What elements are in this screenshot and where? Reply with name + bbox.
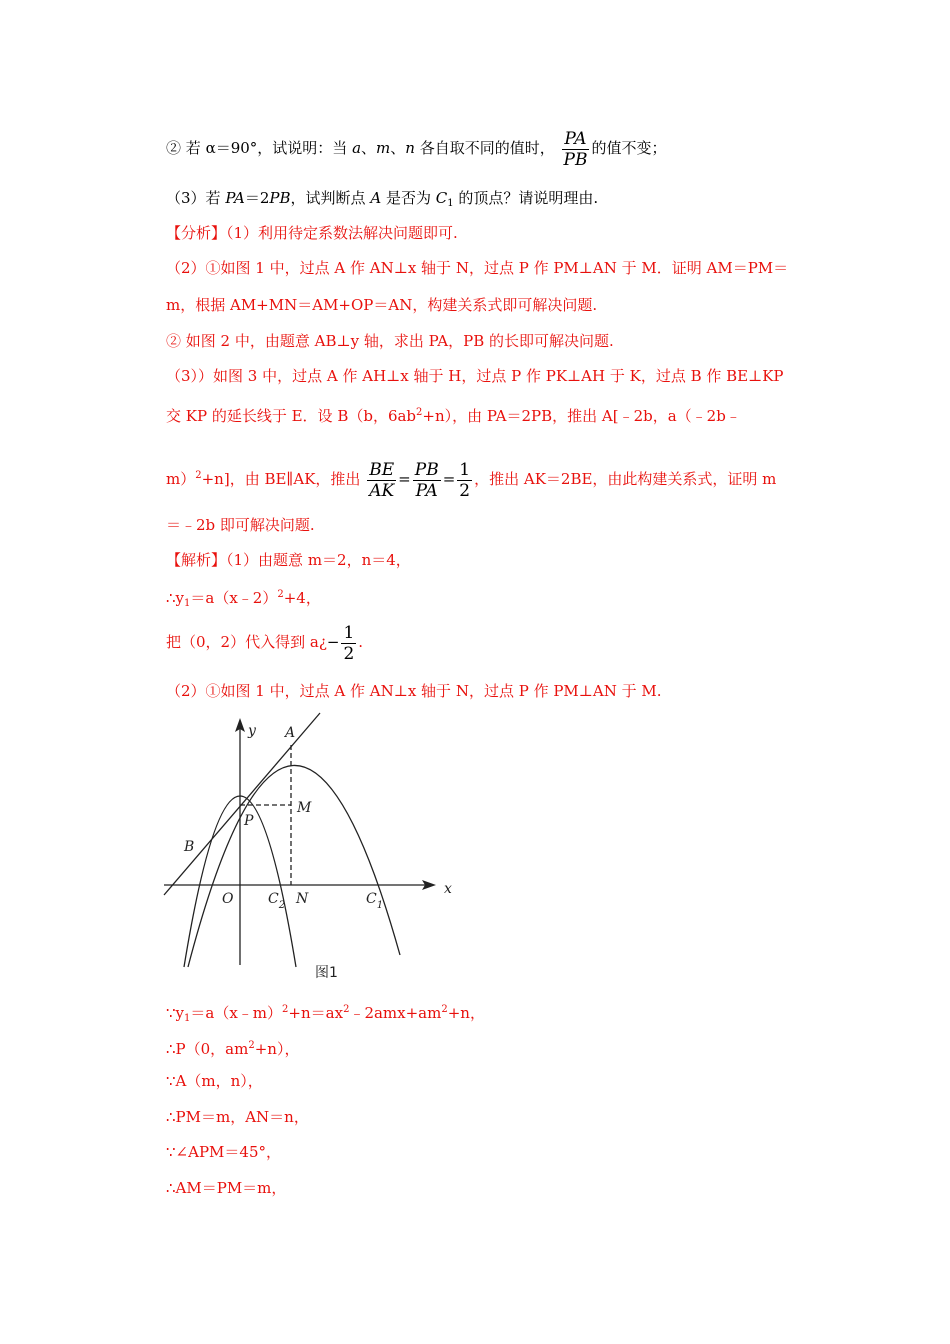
- solution-text: （1）由题意 m＝2，n＝4，: [226, 551, 411, 569]
- question-3: [166, 188, 598, 214]
- solution-text: ∴PM＝m，AN＝n，: [166, 1108, 309, 1126]
- solution-text: ∴y: [166, 589, 185, 607]
- var-n: n: [405, 139, 415, 157]
- fraction-one-half: [341, 623, 356, 664]
- label-o: O: [222, 891, 234, 907]
- subscript: 1: [447, 198, 454, 209]
- label-m: M: [297, 800, 312, 816]
- superscript: 2: [441, 1004, 448, 1015]
- subscript: 1: [184, 598, 191, 609]
- fraction-numerator: 1: [343, 622, 355, 643]
- analysis-text: +n），由 PA＝2PB，推出 A[﹣2b，a（﹣2b﹣: [422, 407, 741, 425]
- fraction-numerator: BE: [367, 460, 396, 481]
- var-pb: PB: [269, 189, 291, 207]
- superscript: 2: [248, 1040, 255, 1051]
- solution-text: ¿: [318, 633, 327, 651]
- solution-text: ∵y: [166, 1004, 185, 1022]
- solution-line-1: [166, 550, 411, 570]
- figure-caption: 图1: [315, 965, 338, 981]
- fraction-one-half: [457, 460, 472, 501]
- parabola-diagram: [160, 705, 460, 990]
- superscript: 2: [277, 589, 284, 600]
- fraction-denominator: 2: [343, 643, 355, 664]
- circled-marker: ②: [166, 139, 182, 157]
- solution-text: .: [358, 633, 364, 651]
- label-a: A: [285, 725, 296, 741]
- solution-text: +n，: [447, 1004, 485, 1022]
- superscript: 2: [282, 1004, 289, 1015]
- var-a-point: A: [370, 189, 382, 207]
- label-c1: $C_1$: [366, 891, 384, 911]
- label-p: P: [244, 813, 254, 829]
- analysis-line-6: [166, 403, 741, 426]
- question-text: 的值不变；: [591, 139, 667, 157]
- var-m: m: [376, 139, 391, 157]
- analysis-text: （1）利用待定系数法解决问题即可.: [226, 224, 458, 242]
- separator: 、: [361, 139, 377, 157]
- solution-text: ∵∠APM＝45°，: [166, 1143, 281, 1161]
- fraction-numerator: 1: [459, 459, 471, 480]
- var-pa: PA: [225, 189, 245, 207]
- analysis-line-5: [166, 366, 784, 386]
- question-text: （3）若: [166, 189, 226, 207]
- analysis-text: 交 KP 的延长线于 E．设 B（b，6ab: [166, 407, 417, 425]
- solution-text: +4，: [283, 589, 321, 607]
- var-c: C: [435, 189, 448, 207]
- question-text: 若 α＝90°，试说明：当: [185, 139, 353, 157]
- analysis-line-3: [166, 295, 597, 315]
- question-text: ，试判断点: [290, 189, 371, 207]
- analysis-text: （3））如图 3 中，过点 A 作 AH⊥x 轴于 H，过点 P 作 PK⊥AH 于 K，过点 B 作 BE⊥KP: [166, 367, 784, 385]
- label-n: N: [296, 891, 309, 907]
- solution-text: 把（0，2）代入得到 a: [166, 633, 319, 651]
- question-text: ＝2: [244, 189, 270, 207]
- analysis-text: +n]，由 BE∥AK，推出: [201, 470, 361, 488]
- var-a: a: [352, 139, 362, 157]
- fraction-numerator: PB: [414, 459, 439, 480]
- fraction-denominator: 2: [459, 480, 471, 501]
- solution-text: ∴AM＝PM＝m，: [166, 1179, 287, 1197]
- fraction-numerator: PA: [562, 129, 590, 150]
- equals-sign: =: [442, 470, 456, 488]
- analysis-text: ＝﹣2b 即可解决问题.: [166, 516, 315, 534]
- superscript: 2: [416, 407, 423, 418]
- solution-line-4: [166, 681, 662, 701]
- solution-line-2: [166, 585, 321, 614]
- solution-tag: 【解析】: [166, 551, 227, 569]
- solution-step-3: [166, 1071, 263, 1091]
- question-2-part-2: [166, 128, 666, 170]
- fraction-pb-pa: [413, 460, 441, 501]
- parabola-c1: [188, 765, 400, 967]
- label-b: B: [184, 839, 195, 855]
- solution-text: ＝a（x﹣2）: [190, 589, 278, 607]
- solution-text: ∴P（0，am: [166, 1040, 249, 1058]
- solution-text: ＝a（x﹣m）: [190, 1004, 283, 1022]
- analysis-line-2: [166, 258, 788, 278]
- figure-1: [160, 705, 460, 990]
- question-text: 是否为: [381, 189, 436, 207]
- analysis-line-1: [166, 223, 458, 243]
- solution-text: （2）①如图 1 中，过点 A 作 AN⊥x 轴于 N，过点 P 作 PM⊥AN 于 M.: [166, 682, 662, 700]
- solution-step-1: [166, 1000, 485, 1029]
- solution-text: ∵A（m，n），: [166, 1072, 263, 1090]
- analysis-text: m，根据 AM+MN＝AM+OP＝AN，构建关系式即可解决问题.: [166, 296, 598, 314]
- label-c2: $C_2$: [268, 891, 286, 911]
- solution-step-4: [166, 1107, 309, 1127]
- minus-sign: −: [326, 633, 340, 651]
- solution-step-2: [166, 1036, 299, 1059]
- fraction-denominator: AK: [369, 480, 395, 501]
- solution-step-5: [166, 1142, 281, 1162]
- solution-step-6: [166, 1178, 286, 1198]
- superscript: 2: [343, 1004, 350, 1015]
- superscript: 2: [195, 470, 202, 481]
- analysis-text: ② 如图 2 中，由题意 AB⊥y 轴，求出 PA，PB 的长即可解决问题.: [166, 332, 614, 350]
- fraction-pa-pb: [562, 129, 590, 170]
- analysis-text: m）: [166, 470, 196, 488]
- analysis-text: ，推出 AK＝2BE，由此构建关系式，证明 m: [474, 470, 777, 488]
- analysis-line-7: [166, 454, 776, 501]
- analysis-text: （2）①如图 1 中，过点 A 作 AN⊥x 轴于 N，过点 P 作 PM⊥AN 于 M．证明 AM＝PM＝: [166, 259, 789, 277]
- fraction-denominator: PA: [415, 480, 438, 501]
- question-text: 各自取不同的值时，: [414, 139, 555, 157]
- fraction-be-ak: [367, 460, 396, 501]
- analysis-tag: 【分析】: [166, 224, 227, 242]
- solution-text: +n），: [254, 1040, 300, 1058]
- solution-text: ﹣2amx+am: [349, 1004, 442, 1022]
- analysis-line-8: [166, 515, 315, 535]
- equals-sign: =: [398, 470, 411, 488]
- label-x: x: [444, 881, 452, 897]
- subscript: 1: [184, 1013, 191, 1024]
- label-y: y: [248, 723, 256, 739]
- solution-text: +n＝ax: [288, 1004, 344, 1022]
- question-text: 的顶点？请说明理由.: [453, 189, 599, 207]
- fraction-denominator: PB: [563, 149, 588, 170]
- analysis-line-4: [166, 331, 614, 351]
- separator: 、: [390, 139, 406, 157]
- solution-line-3: [166, 620, 363, 664]
